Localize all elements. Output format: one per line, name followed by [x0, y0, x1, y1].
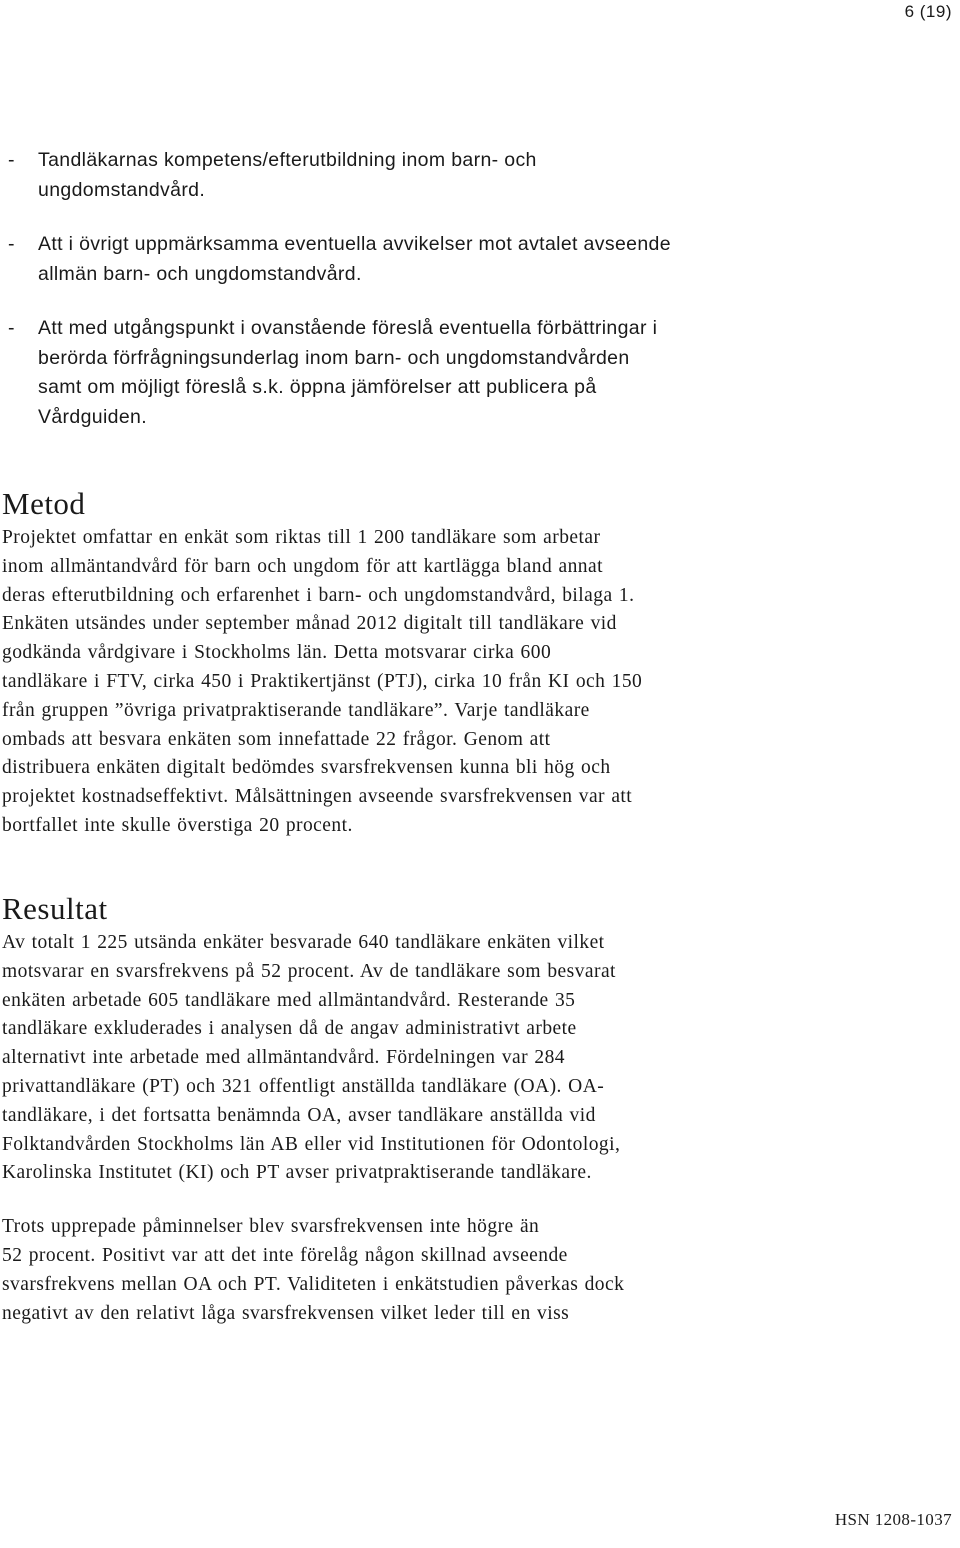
- text-line: Folktandvården Stockholms län AB eller vid Institutionen för Odontologi,: [2, 1133, 621, 1155]
- objective-item: [8, 314, 908, 432]
- objective-line: Att i övrigt uppmärksamma eventuella avvikelser mot avtalet avseende: [38, 233, 671, 255]
- text-line: tandläkare exkluderades i analysen då de angav administrativt arbete: [2, 1018, 577, 1040]
- objective-item: [8, 146, 908, 205]
- objectives-list: [8, 146, 908, 457]
- page-number: 6 (19): [904, 2, 952, 21]
- objective-item: [8, 230, 908, 289]
- objective-line: Vårdguiden.: [38, 405, 148, 428]
- metod-heading: Metod: [2, 486, 86, 521]
- document-code: HSN 1208-1037: [834, 1510, 952, 1529]
- resultat-heading: Resultat: [2, 891, 108, 926]
- text-line: tandläkare i FTV, cirka 450 i Praktikertjänst (PTJ), cirka 10 från KI och 150: [2, 670, 643, 692]
- metod-section: [2, 484, 942, 841]
- text-line: från gruppen ”övriga privatpraktiserande tandläkare”. Varje tandläkare: [2, 699, 590, 721]
- text-line: deras efterutbildning och erfarenhet i barn- och ungdomstandvård, bilaga 1.: [2, 584, 635, 606]
- text-line: Av totalt 1 225 utsända enkäter besvarade 640 tandläkare enkäten vilket: [2, 932, 605, 953]
- text-line: distribuera enkäten digitalt bedömdes svarsfrekvensen kunna bli hög och: [2, 757, 611, 779]
- text-line: negativt av den relativt låga svarsfrekvensen vilket leder till en viss: [2, 1302, 570, 1324]
- bullet-dash: -: [8, 149, 15, 171]
- objective-line: berörda förfrågningsunderlag inom barn- och ungdomstandvården: [38, 346, 630, 369]
- objective-line: allmän barn- och ungdomstandvård.: [38, 262, 362, 285]
- text-line: projektet kostnadseffektivt. Målsättningen avseende svarsfrekvensen var att: [2, 786, 633, 808]
- resultat-paragraph-2: [2, 1213, 942, 1328]
- objective-line: samt om möjligt föreslå s.k. öppna jämförelser att publicera på: [38, 376, 597, 398]
- objective-line: Att med utgångspunkt i ovanstående föreslå eventuella förbättringar i: [38, 317, 658, 339]
- bullet-dash: -: [8, 233, 15, 255]
- text-line: privattandläkare (PT) och 321 offentligt anställda tandläkare (OA). OA-: [2, 1075, 605, 1097]
- text-line: ombads att besvara enkäten som innefattade 22 frågor. Genom att: [2, 728, 551, 750]
- text-line: enkäten arbetade 605 tandläkare med allmäntandvård. Resterande 35: [2, 989, 576, 1011]
- text-line: alternativt inte arbetade med allmäntandvård. Fördelningen var 284: [2, 1047, 566, 1069]
- metod-paragraph: [2, 524, 942, 841]
- resultat-section: [2, 889, 942, 1328]
- text-line: svarsfrekvens mellan OA och PT. Validiteten i enkätstudien påverkas dock: [2, 1273, 625, 1295]
- text-line: tandläkare, i det fortsatta benämnda OA, avser tandläkare anställda vid: [2, 1104, 596, 1126]
- text-line: motsvarar en svarsfrekvens på 52 procent. Av de tandläkare som besvarat: [2, 960, 616, 982]
- text-line: 52 procent. Positivt var att det inte förelåg någon skillnad avseende: [2, 1244, 568, 1266]
- resultat-paragraph-1: [2, 929, 942, 1188]
- text-line: Trots upprepade påminnelser blev svarsfrekvensen inte högre än: [2, 1216, 540, 1238]
- text-line: Enkäten utsändes under september månad 2012 digitalt till tandläkare vid: [2, 613, 617, 635]
- text-line: Projektet omfattar en enkät som riktas till 1 200 tandläkare som arbetar: [2, 527, 601, 548]
- text-line: bortfallet inte skulle överstiga 20 procent.: [2, 814, 353, 836]
- objective-line: Tandläkarnas kompetens/efterutbildning inom barn- och: [38, 149, 537, 171]
- text-line: Karolinska Institutet (KI) och PT avser privatpraktiserande tandläkare.: [2, 1162, 592, 1184]
- text-line: inom allmäntandvård för barn och ungdom för att kartlägga bland annat: [2, 555, 603, 577]
- bullet-dash: -: [8, 317, 15, 339]
- text-line: godkända vårdgivare i Stockholms län. Detta motsvarar cirka 600: [2, 642, 552, 664]
- objective-line: ungdomstandvård.: [38, 178, 206, 201]
